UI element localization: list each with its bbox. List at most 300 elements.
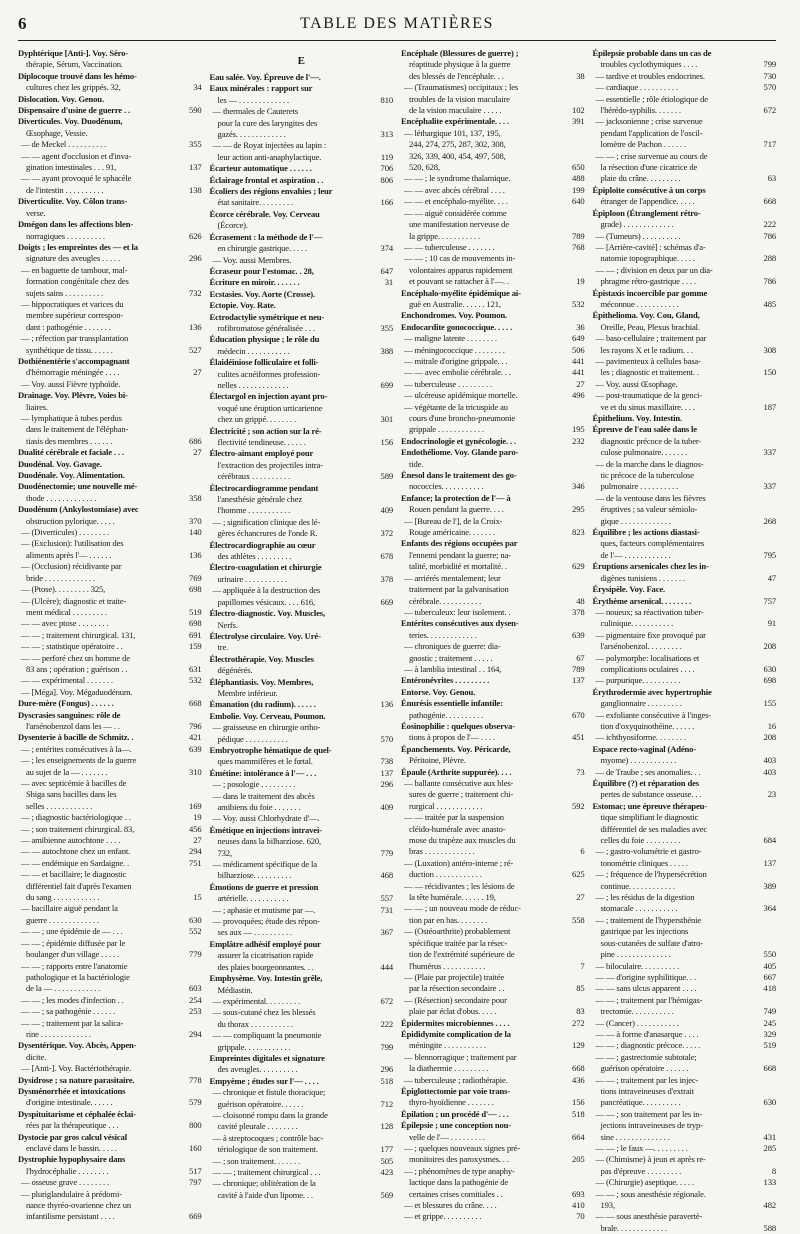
index-entry bbox=[401, 698, 585, 709]
entry-page-ref: 431 bbox=[763, 1131, 776, 1142]
entry-page-ref: 779 bbox=[189, 949, 202, 960]
entry-page-ref: 137 bbox=[763, 857, 776, 868]
index-entry bbox=[18, 402, 202, 413]
entry-text: — — ; diagnostic précoce. . . . . bbox=[595, 1040, 701, 1051]
entry-text: l'ennemi pendant la guerre; na- bbox=[409, 549, 511, 560]
index-entry bbox=[593, 698, 777, 709]
entry-text: des plaies bourgeonnantes. . . bbox=[217, 961, 314, 972]
entry-text: Diverticulite. Voy. Côlon trans- bbox=[18, 196, 128, 207]
entry-page-ref: 625 bbox=[572, 869, 585, 880]
entry-text: tions intraveineuses d'extrait bbox=[600, 1085, 694, 1096]
entry-text: natomie topographique. . . . . bbox=[600, 253, 695, 264]
entry-page-ref: 630 bbox=[189, 914, 202, 925]
entry-page-ref: 678 bbox=[380, 551, 393, 562]
entry-text: — noueux; sa réactivation tuber- bbox=[595, 606, 704, 617]
entry-text: — — ; traitement chirurgical . . . bbox=[212, 1167, 321, 1177]
entry-text: Péritoine, Plèvre. bbox=[409, 755, 466, 766]
entry-text: au sujet de la — . . . . . . . bbox=[26, 766, 108, 777]
entry-page-ref: 370 bbox=[189, 515, 202, 526]
entry-text: dans le traitement de l'éléphan- bbox=[26, 424, 129, 435]
index-entry bbox=[593, 1040, 777, 1051]
entry-page-ref: 222 bbox=[380, 1018, 393, 1029]
entry-page-ref: 532 bbox=[189, 675, 202, 686]
index-entry bbox=[593, 242, 777, 253]
entry-text: — médicament spécifique de la bbox=[212, 859, 317, 870]
entry-text: dégénérés. bbox=[217, 665, 253, 676]
index-entry bbox=[401, 1189, 585, 1200]
entry-page-ref: 730 bbox=[763, 70, 776, 81]
index-entry bbox=[18, 94, 202, 105]
index-entry bbox=[593, 1166, 777, 1177]
index-entry bbox=[593, 824, 777, 835]
entry-page-ref: 27 bbox=[193, 367, 202, 378]
entry-page-ref: 296 bbox=[380, 779, 393, 790]
entry-page-ref: 532 bbox=[572, 298, 585, 309]
index-entry bbox=[210, 95, 394, 106]
index-entry bbox=[593, 173, 777, 184]
entry-page-ref: 589 bbox=[380, 471, 393, 482]
entry-page-ref: 288 bbox=[763, 253, 776, 264]
entry-page-ref: 63 bbox=[767, 173, 776, 184]
entry-text: — ; gastro-volumétrie et gastro- bbox=[595, 846, 702, 857]
entry-page-ref: 786 bbox=[763, 276, 776, 287]
index-entry bbox=[18, 824, 202, 835]
index-entry bbox=[593, 607, 777, 618]
entry-text: ques, facteurs complémentaires bbox=[600, 538, 705, 549]
entry-text: Éruptions arsenicales chez les in- bbox=[592, 561, 709, 572]
entry-text: Épaule (Arthrite suppurée). . . . bbox=[401, 766, 512, 777]
entry-text: sous-cutanées de sulfate d'atro- bbox=[600, 937, 703, 948]
index-entry bbox=[401, 983, 585, 994]
entry-text: différentiel de ses maladies avec bbox=[600, 823, 708, 834]
index-entry bbox=[18, 231, 202, 242]
entry-text: — — sous anesthésie paravertè- bbox=[595, 1211, 703, 1222]
entry-text: — arriérés mentalement; leur bbox=[404, 572, 501, 583]
entry-page-ref: 403 bbox=[763, 755, 776, 766]
entry-page-ref: 294 bbox=[189, 1028, 202, 1039]
index-entry bbox=[18, 1063, 202, 1074]
entry-text: — ; fréquence de l'hypersécrétion bbox=[595, 869, 707, 880]
entry-text: — Voy. aussi Œsophage. bbox=[595, 378, 678, 389]
index-entry bbox=[210, 768, 394, 779]
entry-text: papillomes vésicaux. . . . 616, bbox=[217, 596, 316, 607]
index-entry bbox=[593, 755, 777, 766]
entry-text: culose pulmonaire. . . . . . . bbox=[600, 447, 688, 458]
entry-page-ref: 85 bbox=[576, 983, 585, 994]
entry-text: Emphysème. Voy. Intestin grêle, bbox=[209, 973, 323, 984]
index-entry bbox=[593, 1154, 777, 1165]
index-entry bbox=[18, 846, 202, 857]
entry-text: — (Diverticules) . . . . . . . . bbox=[21, 527, 110, 538]
index-entry bbox=[210, 939, 394, 950]
entry-text: l'arsénobenzol dans les — . . bbox=[26, 720, 120, 731]
index-entry bbox=[401, 1029, 585, 1040]
index-entry bbox=[401, 767, 585, 778]
entry-text: — maligne latente . . . . . . . . bbox=[404, 333, 497, 344]
index-entry bbox=[210, 711, 394, 722]
index-entry bbox=[18, 858, 202, 869]
index-entry bbox=[593, 767, 777, 778]
entry-text: Eau salée. Voy. Épreuve de l'—. bbox=[209, 72, 321, 82]
index-entry bbox=[401, 345, 585, 356]
entry-page-ref: 786 bbox=[763, 230, 776, 241]
index-entry bbox=[593, 812, 777, 823]
entry-page-ref: 27 bbox=[576, 892, 585, 903]
entry-text: guerre . . . . . . . . . . . . . bbox=[26, 914, 100, 925]
entry-text: méconnue . . . . . . . . . . . bbox=[600, 298, 679, 309]
entry-page-ref: 102 bbox=[572, 105, 585, 116]
entry-page-ref: 70 bbox=[576, 1211, 585, 1222]
index-entry bbox=[593, 231, 777, 242]
running-title: TABLE DES MATIÈRES bbox=[300, 15, 494, 32]
entry-text: des aveugles. . . . . . . . . . bbox=[217, 1064, 298, 1075]
entry-page-ref: 388 bbox=[380, 345, 393, 356]
entry-text: tide. bbox=[409, 458, 424, 469]
index-entry bbox=[18, 1029, 202, 1040]
index-entry bbox=[18, 596, 202, 607]
entry-page-ref: 769 bbox=[189, 572, 202, 583]
index-entry bbox=[210, 1076, 394, 1087]
index-entry bbox=[401, 687, 585, 698]
index-entry bbox=[401, 1120, 585, 1131]
index-entry bbox=[401, 607, 585, 618]
entry-text: — bacillaire aiguë pendant la bbox=[21, 903, 118, 914]
entry-text: Électrothérapie. Voy. Muscles bbox=[209, 653, 314, 664]
entry-text: — cloisonné rompu dans la grande bbox=[212, 1109, 328, 1120]
entry-page-ref: 156 bbox=[380, 437, 393, 447]
entry-text: monitoires des paroxysmes. . . bbox=[409, 1154, 509, 1165]
index-entry bbox=[593, 379, 777, 390]
entry-page-ref: 806 bbox=[380, 174, 393, 185]
index-entry bbox=[210, 620, 394, 631]
index-entry bbox=[18, 48, 202, 59]
entry-text: Écarteur automatique . . . . . . bbox=[209, 163, 312, 174]
entry-page-ref: 378 bbox=[572, 606, 585, 617]
entry-text: Électro-diagnostic. Voy. Muscles, bbox=[209, 608, 325, 619]
entry-text: la grippe. . . . . . . . . . . bbox=[409, 230, 480, 241]
index-entry bbox=[401, 561, 585, 572]
index-entry bbox=[210, 699, 394, 710]
entry-text: les — . . . . . . . . . . . . . bbox=[217, 94, 289, 105]
index-entry bbox=[593, 356, 777, 367]
entry-text: Ectrodactylie symétrique et neu- bbox=[209, 311, 325, 322]
index-entry bbox=[401, 938, 585, 949]
entry-text: Dystocie par gros calcul vésical bbox=[18, 1131, 127, 1142]
entry-text: — ; traitement de l'hypersthénie bbox=[595, 914, 702, 925]
entry-page-ref: 650 bbox=[572, 162, 585, 173]
index-entry bbox=[210, 756, 394, 767]
entry-text: Entérites consécutives aux dysen- bbox=[401, 618, 519, 629]
entry-text: cavité à l'aide d'un lipome. . . bbox=[217, 1189, 313, 1200]
index-entry bbox=[401, 310, 585, 321]
entry-text: 193, bbox=[600, 1200, 615, 1211]
entry-text: gazés. . . . . . . . . . . . . bbox=[217, 129, 286, 140]
entry-page-ref: 570 bbox=[763, 82, 776, 93]
index-entry bbox=[401, 596, 585, 607]
entry-text: — et blessures du crâne. . . . bbox=[404, 1200, 497, 1211]
index-entry bbox=[18, 116, 202, 127]
entry-text: — — avec embolie cérébrale. . . bbox=[404, 367, 511, 378]
entry-page-ref: 631 bbox=[189, 663, 202, 674]
index-entry bbox=[18, 653, 202, 664]
entry-text: boulanger d'un village . . . . . bbox=[26, 949, 120, 960]
entry-page-ref: 374 bbox=[380, 243, 393, 254]
entry-text: l'homme . . . . . . . . . . . bbox=[217, 505, 291, 516]
entry-page-ref: 355 bbox=[380, 322, 393, 333]
entry-text: d'hémorragie méningée . . . . bbox=[26, 367, 120, 378]
entry-page-ref: 647 bbox=[380, 265, 393, 276]
index-entry bbox=[401, 550, 585, 561]
index-entry bbox=[18, 173, 202, 184]
entry-page-ref: 358 bbox=[189, 492, 202, 503]
entry-text: Épilepsie ; une conception nou- bbox=[401, 1120, 511, 1131]
index-entry bbox=[18, 470, 202, 481]
entry-text: Oreille, Peau, Plexus brachial. bbox=[600, 321, 700, 332]
index-entry bbox=[210, 882, 394, 893]
index-entry bbox=[210, 152, 394, 163]
index-entry bbox=[593, 1177, 777, 1188]
index-entry bbox=[210, 722, 394, 733]
entry-text: tiasis des membres . . . . . . bbox=[26, 435, 113, 446]
index-entry bbox=[593, 949, 777, 960]
entry-page-ref: 285 bbox=[763, 1143, 776, 1153]
entry-text: — — endémique en Sardaigne. . bbox=[21, 857, 130, 868]
entry-page-ref: 672 bbox=[763, 105, 776, 116]
index-column-4 bbox=[592, 48, 777, 1233]
entry-text: — provoquées; étude des répon- bbox=[212, 916, 320, 927]
index-entry bbox=[593, 493, 777, 504]
entry-text: les ; diagnostic et traitement. . bbox=[600, 367, 699, 378]
index-entry bbox=[18, 379, 202, 390]
entry-text: — Voy. aussi Fièvre typhoïde. bbox=[21, 378, 121, 389]
index-columns bbox=[18, 48, 776, 1233]
index-entry bbox=[210, 414, 394, 425]
entry-text: — — expérimental . . . . . . . bbox=[21, 675, 113, 686]
entry-page-ref: 150 bbox=[763, 367, 776, 378]
index-entry bbox=[18, 128, 202, 139]
entry-text: — — ; le syndrome thalamique. bbox=[404, 173, 511, 184]
entry-text: nance thyréo-ovarienne chez un bbox=[26, 1200, 132, 1211]
entry-text: 244, 274, 275, 287, 302, 308, bbox=[409, 139, 506, 150]
entry-text: — Voy. aussi Membres. bbox=[212, 254, 292, 265]
index-entry bbox=[593, 961, 777, 972]
index-entry bbox=[210, 175, 394, 186]
index-entry bbox=[210, 380, 394, 391]
index-entry bbox=[210, 597, 394, 608]
entry-text: enclavé dans le bassin. . . . . bbox=[26, 1143, 117, 1153]
index-entry bbox=[593, 778, 777, 789]
entry-text: gères échancrures de l'onde R. bbox=[217, 528, 318, 539]
index-entry bbox=[210, 1133, 394, 1144]
index-entry bbox=[18, 801, 202, 812]
index-entry bbox=[18, 288, 202, 299]
index-entry bbox=[401, 1086, 585, 1097]
index-entry bbox=[210, 1144, 394, 1155]
index-entry bbox=[18, 516, 202, 527]
entry-text: neuses dans la bilharziose. 620, bbox=[217, 836, 322, 847]
index-entry bbox=[593, 1018, 777, 1029]
index-entry bbox=[210, 688, 394, 699]
index-entry bbox=[18, 1211, 202, 1222]
index-entry bbox=[593, 869, 777, 880]
entry-text: bilharziose. . . . . . . . . . bbox=[217, 870, 292, 881]
entry-text: Membre inférieur. bbox=[217, 687, 278, 698]
entry-text: troubles de la vision maculaire bbox=[409, 93, 510, 104]
entry-page-ref: 706 bbox=[380, 163, 393, 174]
entry-text: méningite . . . . . . . . . . . bbox=[409, 1040, 486, 1051]
index-entry bbox=[210, 517, 394, 528]
entry-text: Rouen pendant la guerre. . . . bbox=[409, 504, 504, 515]
index-entry bbox=[593, 447, 777, 458]
entry-text: — jacksonienne ; crise survenue bbox=[595, 116, 703, 127]
index-entry bbox=[593, 1097, 777, 1108]
index-entry bbox=[593, 1223, 777, 1234]
entry-text: ses aux — . . . . . . . . . . bbox=[217, 927, 292, 938]
entry-page-ref: 810 bbox=[380, 94, 393, 105]
index-entry bbox=[593, 402, 777, 413]
entry-text: — en baguette de tambour, mal- bbox=[21, 264, 128, 275]
entry-text: sujets sains . . . . . . . . . . bbox=[26, 287, 104, 298]
entry-text: — — ; traitement chirurgical. 131, bbox=[21, 629, 136, 640]
index-entry bbox=[18, 869, 202, 880]
entry-page-ref: 177 bbox=[380, 1144, 393, 1155]
entry-page-ref: 15 bbox=[193, 892, 202, 903]
entry-text: — — ; le faux —. . . . . . . . . bbox=[595, 1143, 688, 1153]
entry-page-ref: 245 bbox=[763, 1017, 776, 1028]
entry-text: Diplocoque trouvé dans les hémo- bbox=[18, 70, 137, 81]
index-entry bbox=[210, 562, 394, 573]
entry-text: la résection d'une cicatrice de bbox=[600, 162, 698, 173]
index-entry bbox=[210, 1030, 394, 1041]
entry-text: Enchondromes. Voy. Poumon. bbox=[401, 310, 508, 321]
entry-page-ref: 569 bbox=[380, 1189, 393, 1200]
entry-text: cours d'une broncho-pneumonie bbox=[409, 413, 516, 423]
entry-text: pas d'épreuve . . . . . . . . . bbox=[600, 1165, 682, 1176]
index-entry bbox=[18, 1177, 202, 1188]
entry-text: Nerfs. bbox=[217, 619, 238, 630]
entry-page-ref: 36 bbox=[576, 321, 585, 332]
entry-page-ref: 732 bbox=[189, 287, 202, 298]
entry-page-ref: 558 bbox=[572, 914, 585, 925]
index-entry bbox=[401, 653, 585, 664]
entry-page-ref: 364 bbox=[763, 903, 776, 914]
entry-text: étranger de l'appendice. . . . . bbox=[600, 196, 695, 207]
index-entry bbox=[18, 789, 202, 800]
index-entry bbox=[18, 926, 202, 937]
entry-page-ref: 518 bbox=[572, 1108, 585, 1119]
index-entry bbox=[401, 538, 585, 549]
entry-page-ref: 187 bbox=[763, 401, 776, 412]
entry-text: Dislocation. Voy. Genou. bbox=[18, 93, 104, 104]
index-entry bbox=[18, 573, 202, 584]
entry-text: dant : pathogénie . . . . . . . bbox=[26, 321, 111, 332]
index-entry bbox=[18, 504, 202, 515]
index-entry bbox=[210, 825, 394, 836]
entry-page-ref: 749 bbox=[763, 1006, 776, 1017]
entry-text: — ; réfection par transplantation bbox=[21, 333, 129, 344]
index-entry bbox=[401, 219, 585, 230]
entry-page-ref: 630 bbox=[763, 1097, 776, 1108]
index-entry bbox=[18, 538, 202, 549]
index-entry bbox=[18, 1120, 202, 1131]
index-entry bbox=[401, 196, 585, 207]
entry-page-ref: 684 bbox=[763, 835, 776, 846]
entry-page-ref: 691 bbox=[189, 629, 202, 640]
entry-text: — (Résection) secondaire pour bbox=[404, 994, 507, 1005]
entry-text: — ; diagnostic bactériologique . . bbox=[21, 812, 131, 823]
index-entry bbox=[210, 312, 394, 323]
index-entry bbox=[18, 812, 202, 823]
entry-page-ref: 405 bbox=[763, 960, 776, 971]
entry-text: — — ; un nouveau mode de réduc- bbox=[404, 903, 521, 914]
index-entry bbox=[401, 675, 585, 686]
entry-page-ref: 570 bbox=[380, 733, 393, 744]
entry-text: Diverticules. Voy. Duodénum, bbox=[18, 116, 123, 127]
index-entry bbox=[18, 1040, 202, 1051]
index-entry bbox=[210, 505, 394, 516]
entry-text: Duodénum (Ankylostomiase) avec bbox=[18, 504, 139, 515]
index-entry bbox=[593, 299, 777, 310]
index-entry bbox=[593, 185, 777, 196]
entry-text: l'anesthésie générale chez bbox=[217, 494, 302, 505]
index-entry bbox=[593, 128, 777, 139]
entry-text: — — à forme d'anasarque . . . . bbox=[595, 1028, 699, 1039]
entry-text: Endocrinologie et gynécologie. . . bbox=[401, 435, 516, 446]
entry-page-ref: 488 bbox=[572, 173, 585, 184]
entry-page-ref: 337 bbox=[763, 447, 776, 458]
entry-text: Épididymite complication de la bbox=[401, 1028, 511, 1039]
index-entry bbox=[593, 596, 777, 607]
entry-page-ref: 156 bbox=[572, 1097, 585, 1108]
index-entry bbox=[401, 915, 585, 926]
entry-page-ref: 592 bbox=[572, 800, 585, 811]
index-entry bbox=[401, 892, 585, 903]
entry-text: phragme rétro-gastrique . . . . bbox=[600, 276, 696, 287]
entry-page-ref: 208 bbox=[763, 732, 776, 743]
entry-page-ref: 73 bbox=[576, 766, 585, 777]
index-entry bbox=[18, 59, 202, 70]
entry-text: Épanchements. Voy. Péricarde, bbox=[401, 743, 511, 754]
entry-text: celles du foie . . . . . . . . . bbox=[600, 835, 681, 846]
entry-page-ref: 519 bbox=[763, 1040, 776, 1051]
entry-text: — [Bureau de l'], de la Croix- bbox=[404, 515, 503, 526]
index-entry bbox=[401, 447, 585, 458]
entry-page-ref: 138 bbox=[189, 184, 202, 195]
entry-text: Dystrophie hypophysaire dans bbox=[18, 1154, 126, 1165]
entry-text: — [Méga]. Voy. Mégaduodénum. bbox=[21, 686, 133, 697]
entry-page-ref: 23 bbox=[767, 789, 776, 800]
entry-page-ref: 409 bbox=[380, 802, 393, 812]
entry-text: culinique. . . . . . . . . . . bbox=[600, 618, 674, 629]
index-column-3 bbox=[401, 48, 585, 1222]
entry-page-ref: 800 bbox=[189, 1120, 202, 1131]
index-entry bbox=[593, 1200, 777, 1211]
index-entry bbox=[593, 151, 777, 162]
entry-text: — ; entérites consécutives à la—. bbox=[21, 743, 132, 754]
entry-text: différentiel fait d'après l'examen bbox=[26, 880, 132, 891]
index-entry bbox=[18, 938, 202, 949]
entry-text: Endocardite gonococcique. . . . . bbox=[401, 321, 513, 332]
entry-text: sures de guerre ; traitement chi- bbox=[409, 789, 514, 800]
entry-page-ref: 159 bbox=[189, 641, 202, 652]
index-entry bbox=[210, 197, 394, 208]
entry-page-ref: 253 bbox=[189, 1006, 202, 1017]
index-entry bbox=[593, 858, 777, 869]
entry-page-ref: 136 bbox=[189, 321, 202, 332]
entry-text: tre. bbox=[217, 642, 229, 653]
entry-text: Éclairage frontal et aspiration . . bbox=[209, 174, 324, 185]
index-entry bbox=[18, 356, 202, 367]
